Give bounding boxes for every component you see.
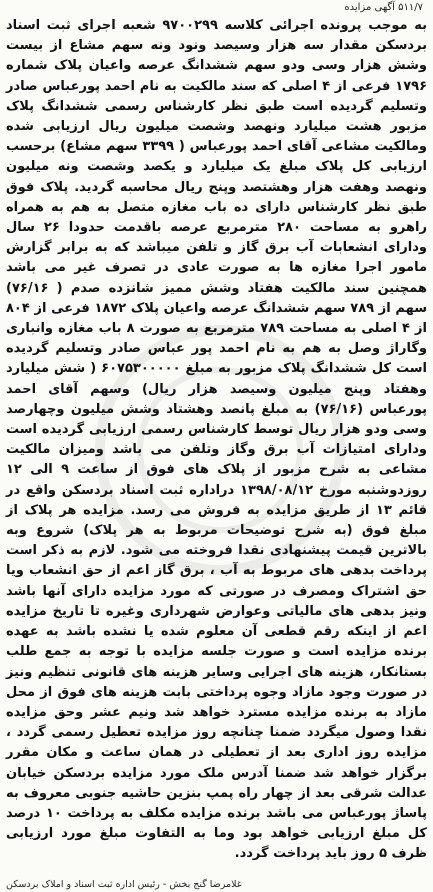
notice-header: ۵۱۱/۷ آگهی مزایده <box>344 2 423 13</box>
notice-signature: غلامرضا گنج بخش - رئیس اداره ثبت اسناد و املاک بردسکن <box>6 879 242 890</box>
notice-body <box>6 16 427 865</box>
notice-text: به موجب پرونده اجرائی کلاسه ۹۷۰۰۲۹۹ شعبه اجرای ثبت اسناد بردسکن مقدار سه هزار وسیصد ونود ونه سهم مشاع از بیست وشش هزار وسی ودو سهم ششدانگ عرصه واعیان پلاک شماره ۱۷۹۶ فرعی از ۴ اصلی که سند مالکیت به نام احمد پورعباس صادر وتسلیم گردیده است طبق نظر کارشناس رسمی ششدانگ پلاک مزبور هشت میلیارد ونهصد وشصت میلیون ریال ارزیابی شده ومالکیت مشاعی آقای احمد پورعباس ( ۳۳۹۹ سهم مشاع) برحسب ارزیابی کل پلاک مبلغ یک میلیارد و یکصد وشصت ونه میلیون ونهصد وهفت هزار وهشتصد وپنج ریال محاسبه گردید. پلاک فوق طبق نظر کارشناس دارای ده باب مغازه متصل به هم به همراه راهرو به مساحت ۲۸۰ مترمربع عرصه باقدمت حدودا ۲۶ سال ودارای انشعابات آب برق گاز و تلفن میباشد که به برابر گزارش مامور اجرا مغازه ها به صورت عادی در تصرف غیر می باشد همچنین سند مالکیت هفتاد وشش ممیز شانزده صدم ( ۷۶/۱۶) سهم از ۷۸۹ سهم ششدانگ عرصه واعیان پلاک ۱۸۷۲ فرعی از ۸۰۴ از ۴ اصلی به مساحت ۷۸۹ مترمربع به صورت ۸ باب مغازه وانباری وگاراژ وصل به هم به نام احمد پور عباس صادر وتسلیم گردیده است کل ششدانگ پلاک مزبور به مبلغ ۶۰۷۵۳۰۰۰۰۰ ( شش میلیارد وهفتاد وپنج میلیون وسیصد هزار ریال) وسهم آقای احمد پورعباس (۷۶/۱۶) به مبلغ پانصد وهشتاد وشش میلیون وچهارصد وسی ودو هزار ریال توسط کارشناس رسمی ارزیابی گردیده است ودارای امتیازات آب برق وگاز وتلفن می باشد ومیزان مالکیت مشاعی به شرح مزبور از پلاک های فوق از ساعت ۹ الی ۱۲ روزدوشنبه مورخ ۱۳۹۸/۰۸/۱۲ دراداره ثبت اسناد بردسکن واقع در قائم ۱۳ از طریق مزایده به فروش می رسد. مزایده هر پلاک از مبلغ فوق (به شرح توضیحات مربوط به هر پلاک) شروع وبه بالاترین قیمت پیشنهادی نقدا فروخته می شود. لازم به ذکر است پرداخت بدهی های مربوط به آب ، برق گاز اعم از حق انشعاب ویا حق اشتراک ومصرف در صورتی که مورد مزایده دارای آنها باشد ونیز بدهی های مالیاتی وعوارض شهرداری وغیره تا تاریخ مزایده اعم از اینکه رقم قطعی آن معلوم شده یا نشده باشد به عهده برنده مزایده است و صورت جلسه مزایده با توجه به جمع طلب بستانکار، هزینه های اجرایی وسایر هزینه های قانونی تنظیم ونیز در صورت وجود مازاد وجوه پرداختی بابت هزینه های فوق از محل مازاد به برنده مزایده مسترد خواهد شد ونیم عشر وحق مزایده نقدا وصول میگردد ضمنا چنانچه روز مزایده تعطیل رسمی گردد ، مزایده روز اداری بعد از تعطیلی در همان ساعت و مکان مقرر برگزار خواهد شد ضمنا آدرس ملک مورد مزایده بردسکن خیابان عدالت شرقی بعد از چهار راه پمپ بنزین حاشیه جنوبی معروف به پاساژ پورعباس می باشد برنده مزایده مکلف به پرداخت ۱۰ درصد کل مبلغ ارزیابی خواهد بود وما به التفاوت مبلغ مورد ارزیابی ظرف ۵ روز باید پرداخت گردد. <box>6 18 428 862</box>
